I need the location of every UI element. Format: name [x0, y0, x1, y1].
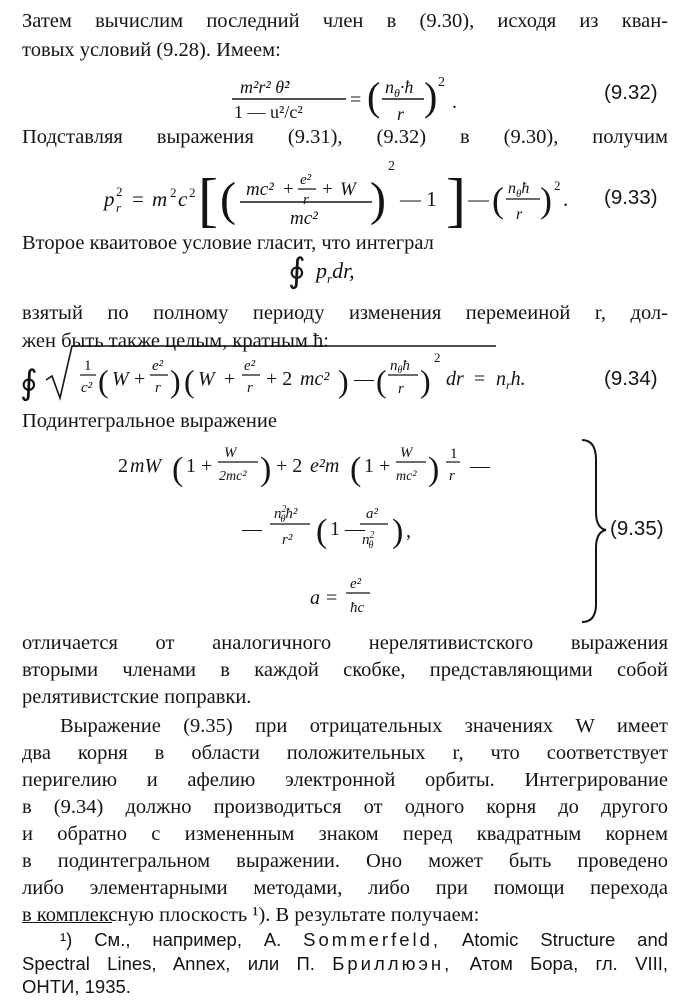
- svg-text:n2θ: $n^2$ θ: [362, 530, 375, 551]
- svg-text:(: (: [350, 451, 362, 488]
- svg-text:∮: ∮: [20, 365, 38, 402]
- footnote-rule: [22, 922, 112, 923]
- svg-text:2: 2: [170, 185, 177, 200]
- svg-text:2: 2: [189, 185, 196, 200]
- svg-text:+ 2: + 2: [276, 455, 303, 477]
- svg-text:1: 1: [450, 446, 458, 462]
- svg-text:r: r: [116, 200, 122, 215]
- svg-text:e²m: e²m: [310, 455, 340, 477]
- svg-text:mc²: mc²: [246, 179, 274, 200]
- svg-text:r: r: [397, 104, 405, 124]
- svg-text:): ): [392, 513, 404, 550]
- svg-text:+: +: [224, 368, 236, 390]
- para2-line-5: и обратно с измененным знаком перед квадратным корнем: [22, 823, 668, 845]
- para2-line-8: в комплексную плоскость ¹). В результате получаем:: [22, 904, 480, 926]
- text-line-1: Затем вычислим последний член в (9.30), исходя из кван-: [22, 10, 668, 32]
- text-line-2: товых условий (9.28). Имеем:: [22, 39, 281, 61]
- integral-pr-dr: [288, 253, 355, 290]
- equation-9-34: [20, 346, 526, 402]
- equation-number-9-35: (9.35): [610, 517, 664, 540]
- svg-text:(: (: [98, 363, 109, 399]
- svg-text:W: W: [112, 368, 129, 390]
- svg-text:=: =: [350, 89, 362, 111]
- svg-text:): ): [424, 74, 438, 119]
- svg-text:+ 2: + 2: [266, 368, 293, 390]
- para2-line-6: в подинтегральном выражении. Оно может быть проведено: [22, 850, 668, 872]
- svg-text:+: +: [134, 368, 146, 390]
- svg-text:2mc²: 2mc²: [219, 469, 247, 484]
- svg-text:r: r: [155, 380, 161, 396]
- svg-text:1 —: 1 —: [330, 518, 365, 540]
- svg-text:): ): [338, 363, 349, 399]
- svg-text:+: +: [322, 179, 333, 200]
- para2-line-4: в (9.34) должно производиться от одного корня до другого: [22, 796, 668, 818]
- svg-text:): ): [428, 451, 440, 488]
- svg-text:n2θħ²: $n^2$ θħ²: [274, 504, 298, 525]
- svg-text:m: m: [152, 187, 168, 211]
- svg-text:a: a: [310, 587, 320, 609]
- svg-text:): ): [170, 363, 181, 399]
- svg-text:2: 2: [116, 184, 123, 199]
- svg-text:e²: e²: [244, 358, 256, 374]
- svg-text:W: W: [224, 445, 237, 461]
- svg-text:(: (: [184, 363, 195, 399]
- text-line-4: Второе кваитовое условие гласит, что интеграл: [22, 232, 434, 254]
- svg-text:p: p: [104, 187, 115, 211]
- footnote-marker: ¹): [60, 929, 73, 950]
- footnote-line-1: [60, 928, 668, 952]
- footnote-author-2: Бриллюэн,: [332, 953, 453, 974]
- svg-text:2: 2: [388, 159, 395, 174]
- svg-text:2: 2: [554, 178, 561, 193]
- equation-number-9-33: (9.33): [604, 186, 658, 209]
- svg-text:a²: a²: [366, 506, 378, 522]
- svg-text:m²r² θ̇²: m²r² θ̇²: [240, 77, 290, 97]
- text-line-6: жен быть также целым, кратным ħ:: [22, 330, 329, 352]
- footnote-line-3: ОНТИ, 1935.: [22, 976, 131, 997]
- text-line-7: Подинтегральное выражение: [22, 410, 277, 432]
- svg-text:2: 2: [118, 455, 128, 477]
- svg-text:=: =: [326, 587, 338, 609]
- svg-text:(: (: [220, 173, 236, 226]
- svg-text:e²: e²: [350, 576, 362, 592]
- svg-text:mc²: mc²: [396, 469, 417, 484]
- para2-line-1: Выражение (9.35) при отрицательных значениях W имеет: [60, 715, 668, 737]
- footnote-author-1: Sommerfeld,: [303, 929, 442, 950]
- svg-text:dr: dr: [446, 368, 464, 390]
- svg-text:(: (: [492, 180, 504, 220]
- svg-text:[: [: [198, 167, 218, 233]
- svg-text:W: W: [400, 445, 413, 461]
- svg-text:∮: ∮: [288, 253, 306, 290]
- svg-text:r: r: [516, 206, 523, 223]
- equation-number-9-34: (9.34): [604, 367, 658, 390]
- svg-text:(: (: [316, 513, 328, 550]
- para2-line-2: два корня в области положительных r, что соответствует: [22, 742, 668, 764]
- svg-text:W: W: [340, 179, 356, 200]
- svg-text:r: r: [398, 381, 404, 397]
- svg-text:mW: mW: [130, 455, 162, 477]
- svg-text:1 — u²/c²: 1 — u²/c²: [234, 102, 303, 122]
- svg-text:,: ,: [406, 520, 411, 542]
- svg-text:W: W: [198, 368, 215, 390]
- svg-text:r²: r²: [282, 532, 293, 548]
- text-line-10: релятивистские поправки.: [22, 686, 252, 708]
- footnote-text-1b: Atomic Structure and: [461, 929, 669, 950]
- svg-text:(: (: [376, 363, 387, 399]
- svg-text:mc²: mc²: [300, 368, 330, 390]
- svg-text:r: r: [449, 468, 455, 484]
- svg-text:(: (: [367, 74, 381, 119]
- svg-text:=: =: [474, 368, 486, 390]
- footnote-text-1a: См., например, А.: [94, 929, 282, 950]
- svg-text:c: c: [178, 187, 188, 211]
- para2-line-7: либо элементарными методами, либо при помощи перехода: [22, 877, 668, 899]
- svg-text:): ): [260, 451, 272, 488]
- equation-9-33: [102, 159, 568, 233]
- svg-text:r: r: [303, 192, 309, 208]
- svg-text:prdr,: $p_rdr$,: [316, 258, 355, 286]
- svg-text:=: =: [132, 187, 144, 211]
- svg-text:): ): [540, 180, 552, 220]
- svg-text:1 +: 1 +: [186, 455, 213, 477]
- svg-text:+: +: [283, 179, 294, 200]
- svg-text:nθħ: $n_\theta ħ$: [508, 180, 530, 200]
- svg-text:ħc: ħc: [350, 600, 365, 616]
- footnote-text-2b: Атом Бора, гл. VIII,: [469, 953, 669, 974]
- svg-text:1: 1: [84, 358, 92, 374]
- svg-text:nθ·ħ: $n_\theta\cdot ħ$: [385, 77, 414, 100]
- equation-9-35: [118, 440, 606, 622]
- svg-text:c²: c²: [81, 380, 93, 396]
- svg-text:.: .: [452, 91, 457, 113]
- svg-text:): ): [420, 363, 431, 399]
- svg-text:—: —: [242, 518, 262, 540]
- svg-text:e²: e²: [152, 358, 164, 374]
- svg-text:1 +: 1 +: [364, 455, 391, 477]
- svg-text:e²: e²: [300, 172, 312, 188]
- svg-text:(: (: [172, 451, 184, 488]
- para2-line-3: перигелию и афелию электронной орбиты. Интегрирование: [22, 769, 668, 791]
- svg-text:.: .: [563, 187, 569, 211]
- text-line-8: отличается от аналогичного нерелятивистского выражения: [22, 632, 668, 654]
- svg-text:]: ]: [446, 167, 466, 233]
- text-line-3: Подставляя выражения (9.31), (9.32) в (9.30), получим: [22, 126, 668, 148]
- svg-text:2: 2: [438, 75, 445, 90]
- svg-text:—: —: [470, 455, 490, 477]
- svg-text:—: —: [354, 368, 374, 390]
- svg-text:r: r: [247, 380, 253, 396]
- equation-number-9-32: (9.32): [604, 81, 658, 104]
- svg-text:2: 2: [434, 350, 441, 365]
- svg-text:—: —: [468, 187, 489, 211]
- equation-9-32: [232, 74, 457, 124]
- footnote-line-2: [22, 952, 668, 976]
- svg-text:): ): [370, 173, 386, 226]
- text-line-9: вторыми членами в каждой скобке, представляющими собой: [22, 659, 668, 681]
- svg-text:— 1: — 1: [400, 187, 437, 211]
- text-line-5: взятый по полному периоду изменения перемеиной r, дол-: [22, 302, 668, 324]
- svg-text:nrh.: $n_rh$.: [496, 368, 526, 392]
- svg-text:mc²: mc²: [290, 208, 318, 229]
- footnote-text-2a: Spectral Lines, Annex, или П.: [22, 953, 315, 974]
- svg-text:nθħ: $n_\theta ħ$: [390, 358, 410, 376]
